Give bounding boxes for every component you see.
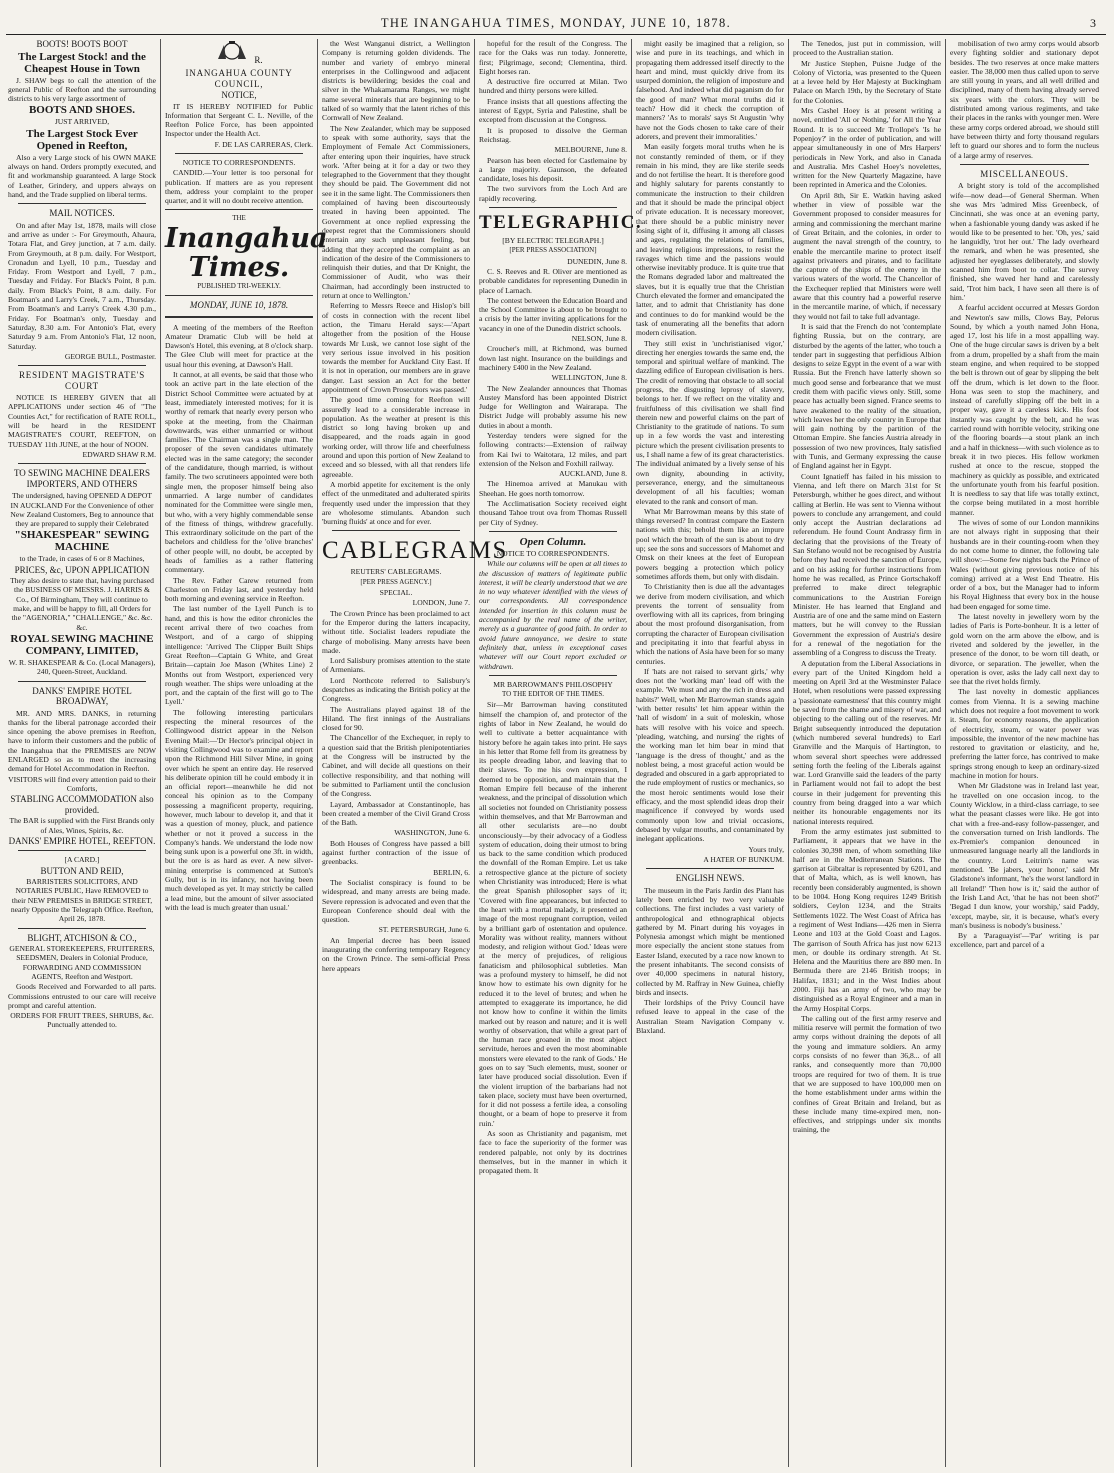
page-number: 3 xyxy=(1090,15,1096,30)
sewing-heading: TO SEWING MACHINE DEALERS IMPORTERS, AND OTHERS xyxy=(13,468,151,489)
telegram-5: Yesterday tenders were signed for the following contracts:—Extension of railway from Kai Iwi to Waitotara, 12 miles, and part extension of the Nelson and Foxhill railway. xyxy=(479,430,627,468)
danks-body: MR. AND MRS. DANKS, in returning thanks for the liberal patronage accorded their since opening the above premises in Reefton, have to inform their customers and the public of the Inangahua that the PREMISES are NOW ENLARGED so as to meet the increasing demand for Hotel Accommodation in Reefton. xyxy=(8,708,156,774)
blight-goods: Goods Received and Forwarded to all parts. Commissions entrusted to our care will receive prompt and careful attention. xyxy=(8,982,156,1010)
royal-address: W. R. SHAKESPEAR & Co. (Local Managers), 240, Queen-Street, Auckland. xyxy=(8,657,156,677)
col4-text-3: France insists that all questions affecting the interest of Egypt, Syria and Palestine, shall be excepted from discussion at the Congress. xyxy=(479,96,627,125)
arms-letter: R. xyxy=(254,55,263,65)
divider xyxy=(489,207,617,208)
col5-text-4: What Mr Barrowman means by this state of things reversed? In contrast compare the Eastern nations with this; behold them like an impure pool which the breath of the sun is about to dry up; see the sons and successors of Mahomet and Omsk on their knees at the feet of European powers begging a protection which policy sometimes affords them, but only with disdain. xyxy=(636,506,784,581)
col5-text-6: If 'hats are not raised to servant girls,' why does not the 'working man' lead off with the example. 'We must and any the rich in dress and habits?' Well, when Mr Barrowman stands again 'with better results' let him appear within the 'hall of wisdom' in a suit of moleskin, whose hats will resolve with his voice and speech. 'pleading, watching, and nursing' the rights of the working man let him bear in mind that 'language is the dress of thought,' and as the noblest being, a most graceful action would be degraded and obscured in a garb appropriated to the rude employment of rustics or mechanics, so the most heroic sentiments would lose their efficacy, and the most splendid ideas drop their magnificence if conveyed by words used commonly upon low and trivial occasions, debased by vulgar mouths, and contaminated by inelegant applications. xyxy=(636,666,784,844)
dateline-melbourne: MELBOURNE, June 8. xyxy=(554,145,627,155)
column-4 xyxy=(475,39,643,1467)
cable-9: An Imperial decree has been issued inaugurating the conferring temporary Regency on the Crown Prince. The semi-official Press here appears xyxy=(322,935,470,973)
cable-2: Lord Salisbury promises attention to the state of Armenians. xyxy=(322,656,470,675)
telegram-2: The contest between the Education Board and the School Committee is about to be brought to a crisis by the latter inviting applications for the vacancy in one of the Dunedin district schools. xyxy=(479,295,627,333)
col6-text-9: The calling out of the first army reserve and militia reserve will permit the formation of two army corps without draining the depots of all the young and immature soldiers. An army corps consists of no fewer than 36,8... of all ranks, and consequently more than 70,000 troops are required for two of them. It is true that we are supposed to have 100,000 men on the home establishment under arms within the confines of Great Britain and Ireland, but as these include many time-expired men, non-effectives, and strippings under six months training, the xyxy=(793,1013,941,1135)
cable-8: The Socialist conspiracy is found to be widespread, and many arrests are being made. Severe repression is advocated and even that the European Conference should deal with the question. xyxy=(322,877,470,925)
blight-orders: ORDERS FOR FRUIT TREES, SHRUBS, &c. Punctually attended to. xyxy=(10,1011,154,1030)
local-news-5: The following interesting particulars respecting the mineral resources of the Collingwood district appear in the Nelson Evening Mail:—'Dr Hector's principal object in visiting Collingwood was to examine and report upon the Richmond Hill Silver Mine, in going over which he spent an entire day. He reserved his deliberate opinion till he could embody it in an official report—meanwhile he did not conceal his opinion as to the Company possessing a magnificent property, requiring, however, much labour to develop it, and that it was a question of money, pluck, and patience whether or not it proved a success in the Company's hands. We understand the lode now being sunk upon is a powerful one 3ft. in width, but the ore is as hard as ever. A new silver-mining enterprise is commenced at Sutton's Gully, but is in its infancy, not having been much developed as yet. It may strictly be called a lead mine, but the amount of silver associated with the lead is much greater than usual.' xyxy=(165,707,313,912)
telegram-7: The Acclimatisation Society received eight thousand Tahoe trout ova from Thomas Russell per City of Sydney. xyxy=(479,499,627,527)
col6-text-5: It is said that the French do not 'contemplate fighting Russia, but on the contrary, are disturbed by the agents of the latter, who touch a tender part in suggesting that perfidious Albion designs to seize Egypt in the event of a war with Russia. But the French have latterly shown so much good sense and forbearance that we must credit them with pacific views only. Still, some peace has actually been signed. France seems to have awakened to the reality of the situation, which leaves her the only country in Europe that will gain nothing by the partition of the Ottoman Empire. She fancies Austria already in possession of two new provinces, Italy satisfied with Tunis, and Germany expressing the cause of England against her in Egypt. xyxy=(793,321,941,471)
telegram-6: The Hinemoa arrived at Manukau with Sheehan. He goes north tomorrow. xyxy=(479,479,627,498)
col4-text-2: A destructive fire occurred at Milan. Two hundred and thirty persons were killed. xyxy=(479,77,627,96)
divider xyxy=(489,675,617,676)
column-5 xyxy=(632,39,789,1467)
letter-signature: A HATER OF BUNKUM. xyxy=(703,854,784,864)
col6-text-3: Mrs Cashel Hoey is at present writing a novel, entitled 'All or Nothing,' for All the Year Round. It is to succeed Mr Trollope's 'Is he Popenjoy?' in the order of publication, and will appear simultaneously in one of Mrs Harpers' periodicals in New York, and also in Canada and Australia. Mrs Cashel Hoey's novelettes, written for the New Quarterly Magazine, have been reprinted in America and the Colonies. xyxy=(793,106,941,190)
blight-body: GENERAL STOREKEEPERS, FRUITERERS, SEEDSMEN, Dealers in Colonial Produce, FORWARDING AND COMMISSION AGENTS, Reefton and Westport. xyxy=(9,944,155,981)
divider xyxy=(489,531,617,532)
col5-text-1: might easily be imagined that a religion, so wise and pure in its teachings, and which in propagating them addressed itself directly to the heart and mind, must quickly drive from its usurped dominion, the religion of imposture and falsehood. And indeed what did paganism do for the good of man? What moral truths did it teach? How did it check the corruption of manners? 'As to morals' says St Augustin 'why have not the Gods chosen to take care of their adorers, and prevent their immoralities.' xyxy=(636,39,784,141)
double-rule xyxy=(165,316,313,318)
misc-5: The last novelty in domestic appliances comes from Vienna. It is a sewing machine which does not require a foot movement to work it. Steam, for economy reasons, the application of electricity, steam, or water power was impossible, the inventor of the new machine has restored to gravitation or elasticity, and he, preferring the latter force, has contrived to make springs strong enough to keep an ordinary-sized machine in motion for hours. xyxy=(950,687,1099,781)
cablegrams-heading: CABLEGRAMS xyxy=(322,537,508,565)
misc-4: The latest novelty in jewellery worn by the ladies of Paris is Porte-bonheur. It is a letter of gold worn on the arm above the elbow, and is riveted and soldered by the jeweller, in the presence of the donor, to be worn till death, or divorce, or separation. The jeweller, when the operation is over, asks the lady call next day to see that the rivet holds firmly. xyxy=(950,612,1099,687)
shaw-more: Also a very Large stock of his OWN MAKE always on hand. Orders promptly executed, and fit and workmanship guaranteed. A large Stock of Leather, Grindery, and uppers always on hand, and the Trade supplied on liberal terms. xyxy=(8,152,156,199)
paper-nameplate xyxy=(165,209,328,296)
misc-7: By a 'Paraguayist'—'Par' writing is par excellence, part and parcel of a xyxy=(950,931,1099,950)
open-column-heading: Open Column. xyxy=(519,535,587,548)
button-reid-body: BARRISTERS SOLICITORS, AND NOTARIES PUBLIC, Have REMOVED to their NEW PREMISES in BRIDGE STREET, nearly Opposite the Telegraph Office. Reefton, April 26, 1878. xyxy=(10,877,154,924)
telegram-3: Croucher's mill, at Richmond, was burned down last night. Insurance on the buildings and machinery £400 in the New Zealand. xyxy=(479,344,627,372)
column-3 xyxy=(318,39,508,1467)
col5-text-5: To Christianity then is due all the advantages we derive from modern civilisation, and which prevents the torrent of sensuality from overflowing with all its caprices, from bringing about the most profound disorganisation, from corrupting the character of European civilisation and precipitating it into that fearful abyss in which the nations of Asia have been for so many centuries. xyxy=(636,582,784,666)
local-news-1: A meeting of the members of the Reefton Amateur Dramatic Club will be held at Dawson's Hotel, this evening, at 8 o'clock sharp. The Glee Club will meet for practice at the usual hour this evening, at Dawson's Hall. xyxy=(165,322,313,369)
danks-bar: The BAR is supplied with the First Brands only of Ales, Wines, Spirits, &c. xyxy=(9,816,155,835)
column-7 xyxy=(946,39,1103,1467)
barrowman-heading: MR BARROWMAN'S PHILOSOPHY xyxy=(493,679,613,689)
mail-notices-signature: GEORGE BULL, Postmaster. xyxy=(64,351,156,361)
col4-text-6: The two survivors from the Loch Ard are rapidly recovering. xyxy=(479,184,627,203)
cable-4: The Australians played against 18 of the Hiland. The first innings of the Australians closed for 90. xyxy=(322,704,470,733)
reuters-heading: REUTERS' CABLEGRAMS. xyxy=(350,567,442,577)
col3-text-4: The good time coming for Reefton will assuredly lead to a considerable increase in population. As the weather at present is this district so long having broken up and disappeared, and the roads again in good working order, will throw life and cheerfulness around and upon this portion of New Zealand to exceed and so blessed, with all that renders life agreeable. xyxy=(322,395,470,479)
letter-yours-truly: Yours truly, xyxy=(748,844,784,854)
divider xyxy=(18,365,146,366)
misc-1: A bright story is told of the accomplished wife—now dead—of General Sherman. When she was Mrs 'admired Miss Greenbeck, of Cincinnati, she was once at an evening party, when a fashionable young dandy was asked if he would like to be presented to her. 'Oh, yes,' said he languidly, 'trot her out.' The lady overheard the remark, and when he was presented, she adjusted her eyeglasses deliberately, and slowly scanned him from boot to collar. The survey finished, she waved her hand and carelessly said, 'Trot him back, I have seen all there is of him.' xyxy=(950,181,1099,302)
dateline-wellington: WELLINGTON, June 8. xyxy=(551,373,627,383)
council-heading: INANGAHUA COUNTY COUNCIL, xyxy=(185,68,293,89)
col5-text-3: They still exist in 'unchristianised vigor,' directing her energies towards the same end, the temporal and spiritual welfare of mankind. The dazzling edifice of European civilisation is hers. The credit of removing that obstacle to all social progress, the disgusting leprosy of slavery, belongs to her. If we reflect on the vitality and fruitfulness of this civilisation we shall find therein new and powerful claims on the part of Christianity to the gratitude of nations. To sum up in a few words the vast and interesting picture which the present civilisation presents to us, I shall name a few of its great characteristics. The individual animated by a lively sense of his own dignity, abounding in activity, perseverance, energy, and the simultaneous development of all his faculties; woman elevated to the rank and consort of man. xyxy=(636,338,784,506)
col3-text-2: The New Zealander, which may be supposed to speak with some authority, says that the Employment of Female Act Commissioners, after entering upon their inquiries, have struck work. 'After being at it for a day or two they telegraphed to the Government that they thought they should be paid. The Government did not see it in the same light. The Commissioners then complained of having been discourteously treated in having been appointed. The Government at once replied expressing the deepest regret that the Commissioners should entertain any such unpleasant feeling, but adding that they accepted the complaint as an indication of the desire of the Commissioners to relinquish their duties, and that Dr Knight, the Commissioner of Audit, who was their Chairman, had accordingly been instructed to return at once to Wellington.' xyxy=(322,123,470,301)
nameplate-the: THE xyxy=(232,214,246,223)
correspondents-body: CANDID.—Your letter is too personal for publication. If matters are as you represent them, address your complaint to the proper quarter, and it will no doubt receive attention. xyxy=(165,168,313,206)
danks-stabling: STABLING ACCOMMODATION also provided. xyxy=(10,794,154,815)
card-label: [A CARD.] xyxy=(64,855,100,865)
shaw-boots-and-shoes: BOOTS AND SHOES. xyxy=(28,104,136,117)
col3-text-5: A morbid appetite for excitement is the only effect of the unmeditated and adulterated spirits frequently used under the impression that they are wholesome stimulants. Abandon such 'burning fluids' at once and for ever. xyxy=(322,479,470,527)
nameplate-title: Inangahua Times. xyxy=(165,222,328,283)
miscellaneous-heading: MISCELLANEOUS. xyxy=(980,168,1069,179)
local-news-4: The last number of the Lyell Punch is to hand, and this is how the editor chronicles the recent arrival there of two coaches from Westport, and of a cargo of shipping intelligence: 'Arrived The Clipper Built Ships Great Reefton—Captain G White, and Great Britain—captain Joe Mason (Whites Line) 2 Months out from Westport, experienced very rough weather. The ships were unloading at the port, and the captain of the first will go to The Lyell.' xyxy=(165,604,313,707)
royal-sewing-company: ROYAL SEWING MACHINE COMPANY, LIMITED, xyxy=(10,632,154,657)
column-6 xyxy=(789,39,946,1467)
col6-text-2: Mr Justice Stephen, Puisne Judge of the Colony of Victoria, was presented to the Queen at a levee held by Her Majesty at Buckingham Palace on March 19th, by the Secretary of State for the Colonies. xyxy=(793,58,941,105)
shakespear-machine: "SHAKESPEAR" SEWING MACHINE xyxy=(14,529,150,554)
column-2 xyxy=(161,39,328,1467)
shaw-just-arrived: JUST ARRIVED, xyxy=(54,117,110,127)
sewing-prices: PRICES, &c, UPON APPLICATION xyxy=(14,564,150,575)
nameplate-tri-weekly: PUBLISHED TRI-WEEKLY. xyxy=(197,281,281,290)
cable-5: The Chancellor of the Exchequer, in reply to a question said that the British plenipotentiaries at the Congress will be instructed by the Cabinet, and will decide all questions on their collective responsibility, and that nothing will be submitted to Parliament until the conclusion of the Congress. xyxy=(322,733,470,799)
mail-notices-body: On and after May 1st, 1878, mails will close and arrive as under :- For Greymouth, Ahaura, Totara Flat, and Grey junction, at 7 a.m. daily. From Greymouth, at 8 p.m. daily. For Westport, Cronadun and Lyell, 10 p.m., Tuesday and Friday. From Westport and Lyell, 7 p.m., Tuesday and Friday. For Black's Point, 8 p.m. daily. From Black's Point, 8 a.m. daily. For Boatman's and Larry's Creek, 7 a.m., Thursday. From Boatman's and Larry's Creek 4.30 p.m., Friday. For Boatman's only, Tuesday and Saturday, 8.30 a.m. For Antonio's Flat, every Saturday 9 a.m. From Antonio's Flat, 12 noon, Saturday. xyxy=(8,220,156,351)
cable-7: Both Houses of Congress have passed a bill against further contraction of the issue of greenbacks. xyxy=(322,838,470,867)
col3-text-1: the West Wanganui district, a Wellington Company is returning golden dividends. The number and variety of embryo mineral enterprises in the Collingwood and adjacent districts is bewildering; besides the coal and silver in the Whakamarama Ranges, we might name several minerals that are beginning to be talked of so warmly that the latent riches of this Cornwall of New Zealand. xyxy=(322,39,470,123)
telegram-4: The New Zealander announces that Thomas Austey Mansford has been appointed District Judge for Wellington and Wairarapa. The District Judge will probably assume his new duties in about a month. xyxy=(479,383,627,430)
dateline-london: LONDON, June 7. xyxy=(412,598,470,608)
divider xyxy=(18,928,146,929)
cable-3: Lord Northcote referred to Salisbury's despatches as indicating the British policy at the Congress. xyxy=(322,675,470,704)
col5-text-2: Man easily forgets moral truths when he is not constantly reminded of them, or if they remain in his mind, they are like sterile seeds and do not fertilise the heart. It is therefore good and highly salutary for parents constantly to communicate the instruction to their children and that it should be made the principal object of private education. It is necessary moreover, that there should be a public ministry never losing sight of it, diffusing it among all classes and ages, regulating the relations of families, and leaving religious impressions, to resist the ravages which time and the passions would otherwise inevitably produce. It is quite true that the Romans degraded labor and maltreated the slaves, but it is equally true that the Christian Church elevated the former and emancipated the latter, and to admit that Christianity has done and continues to do for mankind would be the task of enumerating all the benefits that adorn modern civilisation. xyxy=(636,142,784,338)
button-reid-heading: BUTTON AND REID, xyxy=(40,865,124,876)
column-1 xyxy=(4,39,161,1467)
council-notice-body: IT IS HEREBY NOTIFIED for Public Information that Sergeant C. L. Neville, of the Reefton Police Force, has been appointed Inspector under the Health Act. xyxy=(165,101,313,139)
col6-text-4: On April 8th, Sir E. Watkin having asked whether in view of possible war the Government proposed to consider measures for arming and commissioning the merchant marine of Great Britain, and the colonies, in order to augment the naval strength of the country, to enable the mercantile marine to protect itself against privateers and pirates, and to facilitate the capture of the ships of the enemy in the various waters of the world. The Chancellor of the Exchequer replied that Ministers were well aware that this country had a powerful reserve in the mercantile marine, of which, if necessary they would not fail to take full advantage. xyxy=(793,190,941,321)
shaw-body: J. SHAW begs to call the attention of the general Public of Reefton and the surrounding districts to his very large assortment of xyxy=(8,75,156,104)
cable-6: Layard, Ambassador at Constantinople, has been created a member of the Civil Grand Cross of the Bath. xyxy=(322,799,470,828)
divider xyxy=(18,203,146,204)
dateline-nelson: NELSON, June 8. xyxy=(571,334,627,344)
rm-court-body: NOTICE IS HEREBY GIVEN that all APPLICATIONS under section 46 of "The Counties Act," for rectification of RATE ROLL, will be heard in the RESIDENT MAGISTRATE'S COURT, REEFTON, on TUESDAY 11th JUNE, at the hour of NOON. xyxy=(8,393,156,449)
col6-text-1: The Tenedos, just put in commission, will proceed to the Australian station. xyxy=(793,39,941,58)
col6-text-8: From the army estimates just submitted to Parliament, it appears that we have in the colonies 30,398 men, of whom something like half are in the Mediterranean Stations. The garrison at Gibraltar is represented by 6201, and that of Malta, which, as is well known, has recently been considerably augmented, is shown to be 1004. Hong Kong requires 1249 British soldiers, Ceylon 1234, and the Straits Settlements 1022. The West Coast of Africa has a regiment of West Indians—426 men in Sierra Leone and 103 at the Gold Coast and Lagos. The garrison of South Africa has just now 6213 men, or double its ordinary strength. At St. Helena and the Mauritius there are 880 men. In Bermuda there are 2146 British troops; in Halifax, 1831; and in the West Indies about 2000. Fiji has an army of two, who may be distinguished as a Royal Engineer and a man in the Army Hospital Corps. xyxy=(793,826,941,1013)
crest-icon xyxy=(215,39,249,63)
divider xyxy=(646,868,774,869)
divider xyxy=(18,681,146,682)
sewing-body: The undersigned, having OPENED A DEPOT IN AUCKLAND For the Convenience of other New Zealand Customers, Beg to announce that they are prepared to supply their Celebrated xyxy=(10,491,154,529)
col4-text-5: Pearson has been elected for Castlemaine by a large majority. Gaunson, the defeated candidate, loses his deposit. xyxy=(479,155,627,184)
english-news-2: Their lordships of the Privy Council have refused leave to appeal in the case of the Australian Steam Navigation Company v. Blaxland. xyxy=(636,998,784,1036)
danks-visitors: VISITORS will find every attention paid to their Comforts, xyxy=(8,774,156,793)
english-news-1: The museum in the Paris Jardin des Plant has lately been enriched by two very valuable collections. The first includes a vast variety of anthropological and ethnographical objects gathered by M. Pinart during his voyages in Polynesia amongst which might be mentioned more especially the ancient stone statues from Easter Island, executed by a race now known to the present inhabitants. The second consists of over 40,000 specimens in natural history, collected by M. Raffray in New Guinea, chiefly birds and insects. xyxy=(636,885,784,997)
shaw-largest-stock: The Largest Stock Ever Opened in Reefton, xyxy=(26,127,138,152)
sewing-trade: to the Trade, in cases of 6 or 8 Machines, xyxy=(19,554,145,564)
cable-1: The Crown Prince has been proclaimed to act for the Emperor during the latters incapacity, without title. Socialist leaders repudiate the charge of mobolising. Many arrests have been made. xyxy=(322,608,470,655)
misc-6: When Mr Gladstone was in Ireland last year, he travelled on one occasion incog. to the County Wicklow, in a third-class carriage, to see what the peasant classes were like. He got into chat with a free-and-easy follow-passenger, and the conversation turned on Irish landlords. The ex-Premier's companion denounced in unmeasured language nearly all the landlords in the country. Lord Leitrim's name was mentioned. 'Be jabers, your honor,' said Mr Gladstone's informant, 'he's the worst landlord in all Ireland!' 'Then how is it,' said the author of the Irish Land Act, 'that he has not been shot?' 'Begad I dun know, your worship,' said Paddy, 'except, maybe, sir, it is because, what's every man's business is nobody's business.' xyxy=(950,781,1099,930)
dateline-dunedin: DUNEDIN, June 8. xyxy=(567,256,627,266)
divider xyxy=(18,850,146,851)
dateline-berlin: BERLIN, 6. xyxy=(433,867,470,877)
telegram-1: C. S. Reeves and R. Oliver are mentioned as probable candidates for representing Dunedin in place of Larnach. xyxy=(479,266,627,295)
divider xyxy=(18,463,146,464)
paper-title-dateline: THE INANGAHUA TIMES, MONDAY, JUNE 10, 1878. xyxy=(380,15,732,30)
telegraphic-heading: TELEGRAPHIC. xyxy=(479,212,643,234)
english-news-heading: ENGLISH NEWS. xyxy=(675,873,745,884)
press-agency-label: [PER PRESS AGENCY.] xyxy=(360,577,432,586)
divider xyxy=(175,153,303,154)
council-notice-signature: F. DE LAS CARRERAS, Clerk. xyxy=(214,139,313,149)
col4-text-4: It is proposed to dissolve the German Reichstag. xyxy=(479,125,627,144)
col6-text-7: A deputation from the Liberal Associations in every part of the United Kingdom held a meeting on April 3rd at the Westminster Palace Hotel, when resolutions were passed expressing a 'passionate earnestness' that this country might be saved from the shame and misery of war, and objecting to the calling out of the reserves. Mr Bright subsequently introduced the deputation (which numbered several hundreds) to Earl Granville and the Marquis of Hartington, to whom several short speeches were addressed setting forth the feeling of the Liberals against war. Lord Granville said the leaders of the party in Parliament would not fail to adopt the best course in their judgement for preventing this country from being dragged into a war which neither its honourable engagements nor its national interests required. xyxy=(793,658,941,826)
danks-signature: DANKS' EMPIRE HOTEL, REEFTON. xyxy=(8,835,156,846)
correspondents-notice: While our columns will be open at all times to the discussion of matters of legitimate public interest, it will be clearly understood that we are in no way whatever identified with the views of our correspondents. All correspondence intended for insertion in this column must be accompanied by the real name of the writer, merely as a guarantee of good faith. In order to avoid future annoyance, we desire to state definitely that, unless in exceptional cases whatever will our Court report excluded or withdrawn. xyxy=(479,559,627,671)
correspondents-heading: NOTICE TO CORRESPONDENTS. xyxy=(496,548,610,558)
mail-notices-heading: MAIL NOTICES. xyxy=(49,208,115,219)
council-notice-label: NOTICE, xyxy=(221,90,257,100)
electric-telegraph-label: [BY ELECTRIC TELEGRAPH.] xyxy=(502,236,604,246)
col4-text-1: hopeful for the result of the Congress. The race for the Oaks was run today. Jonnerette, first; Pilgrimage, second; Clementina, third. Eight horses ran. xyxy=(479,39,627,76)
correspondents-heading: NOTICE TO CORRESPONDENTS. xyxy=(182,157,296,167)
coat-of-arms-icon xyxy=(165,39,313,68)
dateline-auckland: AUCKLAND, June 8. xyxy=(559,469,627,479)
barrowman-letter-2: As soon as Christianity and paganism, met face to face the superiority of the former was rendered palpable, not only by its doctrines themselves, but in the manner in which it propagated them. It xyxy=(479,1129,627,1176)
local-news-2: It cannot, at all events, be said that those who took an active part in the late election of the District School Committee were actuated by at least, immediately interested motives; for it is worthy of remark that nearly every person who spoke at the meeting, from the Chairman downwards, was either unmarried or without families. The Chairman was a single man. The proposer of the seven candidates ultimately elected was in the same category; the seconder of the candidature, though married, is without family. The two scrutineers appointed were both single men, the proposer himself being also unmarried. A large number of candidates nominated for the Committee were single men, but who, with a very highly commendable sense of the fitness of things, withdrew gracefully. This extraordinary solicitude on the part of the bachelors and childless for the 'olive branches' of other people will, no doubt, be accepted by heads of families as a rather flattering commentary. xyxy=(165,370,313,575)
col6-text-6: Count Ignatieff has failed in his mission to Vienna, and left there on March 31st for St Petersburgh, whither he goes direct, and without calling at Berlin. He was sent to Vienna without powers to conclude any arrangement, and could only accept the Austrian declarations ad referendum. He found Count Andrassy firm in declaring that the provisions of the Treaty of San Stefano would not be recognised by Austria before they had received the sanction of Europe, and on his asking for further instructions from home he was recalled, as Prince Gortschakoff preferred to make direct telegraphic communications to the Austrian Foreign Minister. He has learned that England and Austria are of one and the same mind on Eastern matters, but he will convey to the Russian Government the expression of Austria's desire for a renewal of the negotiation for the assembling of a Congress to discuss the Treaty. xyxy=(793,471,941,658)
local-news-3: The Rev. Father Carew returned from Charleston on Friday last, and yesterday held both morning and evening service in Reefton. xyxy=(165,575,313,604)
press-association-label: [PER PRESS ASSOCIATION] xyxy=(509,246,597,255)
shaw-headline: The Largest Stock! and the Cheapest House in Town xyxy=(18,50,146,75)
blight-heading: BLIGHT, ATCHISON & CO., xyxy=(27,932,137,943)
columns xyxy=(4,39,1108,1467)
misc-2: A fearful accident occurred at Messrs Gordon and Newton's saw mills, Clows Bay, Pelorus Sound, by which a youth named John Hona, aged 17, lost his life in a most appalling way. One of the huge circular saws is driven by a belt from a drum, propelled by a shaft from the main steam engine, and when required to be stopped the belt is thrown out of gear by slipping the belt off the drum, which is let down to the floor. Hona was seen to stop the machinery, and instead of carefully slipping off the belt in a proper way, gave it a careless kick. His foot instantly was caught by the belt, and he was carried round with horrible velocity, striking one of the flooring boards—a stout plank an inch and a half in thickness—with such violence as to break it in two pieces. His fellow workmen rushed at once to the rescue, stopped the machinery as quickly as possible, and extricated the unfortunate youth from his fearful position. It is needless to say that life was totally extinct, the corpse being mutilated in a most horrible manner. xyxy=(950,303,1099,517)
sewing-more: They also desire to state that, having purchased the BUSINESS OF MESSRS. J. HARRIS & Co., Of Birmingham, They will continue to make, and will be happy to fill, all Orders for the "AGENORIA," "CHALLENGE," &c. &c. &c. xyxy=(10,576,154,632)
dateline-washington: WASHINGTON, June 6. xyxy=(394,828,470,838)
misc-3: The wives of some of our London mannikins are not always right in supposing that their husbands are in their counting-room when they do not come home to dinner, the following tale will show:—Some few nights back the Prince of Wales (without giving previous notice of his coming) arrived at a West End Theatre. His order of a box, but the Manager had to inform his Royal Highness that every box in the house had been engaged for some time. xyxy=(950,518,1099,611)
col3-text-3: Referring to Messrs Reece and Hislop's bill of costs in connection with the recent libel action, the Timaru Herald says:—'Apart altogether from the position of the House towards Mr Lusk, we cannot lose sight of the very serious issue involved in his position towards the member for Auckland City East. If it is not in operation, our members are in grave danger. Last session an Act for the better appointment of Crown Prosecutors was passed.' xyxy=(322,301,470,394)
col7-text-1: mobilisation of two army corps would absorb every fighting soldier and stationary depot besides. The two reserves at once make matters easier. The 38,000 men thus called upon to serve are still young in years, and all well drilled and disciplined, many of them having already served six years with the colors. They will be distributed among various regiments, and take their places in the ranks with younger men. Were these army corps ordered abroad, we should still have between thirty and forty thousand regulars left to guard our shores and to form the nucleus of a large army of reserves. xyxy=(950,39,1099,160)
barrowman-letter-1: Sir—Mr Barrowman having constituted himself the champion of, and protector of the rights of labor in New Zealand, he would do well to cultivate a better acquaintance with history before he again takes into print. He says in his letter that Rome fell from its greatness by its people dreading labor, and leaving that to their slaves. To me his own expression, I deemed to be opposition, and maintain that the Roman Empire fell because of the inherent weakness, and the principal of dissolution which all societies not founded on Christianity possess within themselves, and that Mr Barrowman and all other secularists are—no doubt unconsciously—by their advocacy of a Godless system of education, doing their utmost to bring us back to the same condition which produced the downfall of the Roman Empire. Let us take a retrospective glance at the picture of society when Christianity was introduced; Here is what the great Spanish philosopher says of it; 'Covered with fine appearances, but infected to the heart with a mortal malady, it presented an image of the most repugnant corruption, veiled by a brilliant garb of ostentation and opulence. Morality was without reality, manners without modesty, and religion without God.' Ideas were at the mercy of prejudices, of religious fanaticism and philosophical subtleties. Man was a profound mystery to himself, he did not know how to estimate his own dignity for he reduced it to the level of brutes; and when he attempted to exaggerate its importance, he did not know how to confine it within the limits marked out by reason and nature; and it is well worthy of observation, that while a great part of the human race groaned in the most abject servitude, heroes and even the most abominable monsters were elevated to the rank of Gods.' He goes on to say 'Such elements, must, sooner or later have produced social dissolution. Even if the violent irruption of the barbarians had not taken place, society must have been overturned, for it did not possess a fertile idea, a consoling thought, or a beam of hope to preserve it from ruin.' xyxy=(479,700,627,1128)
special-label: SPECIAL. xyxy=(379,588,413,598)
rm-court-signature: EDWARD SHAW R.M. xyxy=(82,449,156,459)
boots-ad-head: BOOTS! BOOTS BOOT xyxy=(36,39,128,49)
dateline: MONDAY, JUNE 10, 1878. xyxy=(189,300,289,311)
masthead xyxy=(6,12,1106,35)
divider xyxy=(332,530,460,531)
rm-court-heading: RESIDENT MAGISTRATE'S COURT xyxy=(18,370,145,391)
dateline-st-petersburgh: ST. PETERSBURGH, June 6. xyxy=(378,925,470,935)
to-the-editor: TO THE EDITOR OF THE TIMES. xyxy=(501,690,605,699)
danks-heading: DANKS' EMPIRE HOTEL BROADWAY, xyxy=(32,685,132,707)
divider xyxy=(960,164,1089,165)
